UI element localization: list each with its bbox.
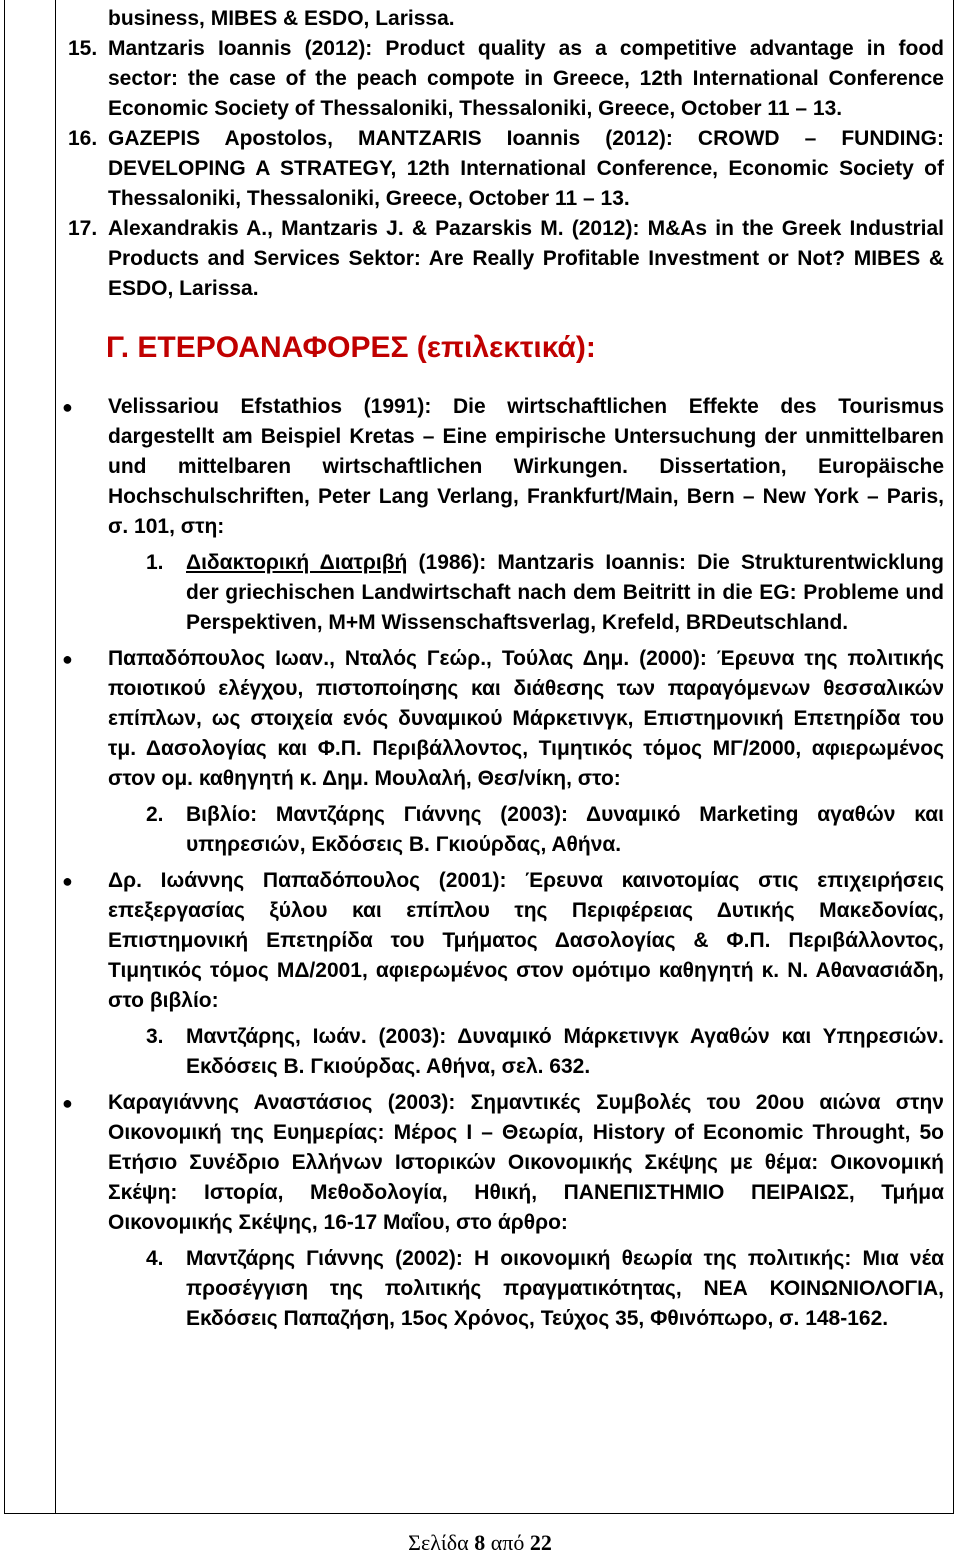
ref-number: 15. xyxy=(68,37,98,60)
margin-divider xyxy=(55,0,56,1514)
sub-text-underlined: Διδακτορική Διατριβή xyxy=(186,551,408,574)
ref-continuation: business, MIBES & ESDO, Larissa. xyxy=(108,7,455,30)
ref-text: GAZEPIS Apostolos, MANTZARIS Ioannis (2012): CROWD – FUNDING: DEVELOPING A STRATEGY, 12th International Conference, Economic Society of Thessaloniki, Thessaloniki, Greece, October 11 – 13. xyxy=(108,127,944,210)
sub-number: 4. xyxy=(146,1247,164,1270)
sub-text: (1986): Mantzaris Ioannis: Die Strukturentwicklung der griechischen Landwirtschaft nach dem Beitritt in die EG: Probleme und Perspektiven, M+M Wissenschaftsverlag, Krefeld, BRDeutschland. xyxy=(186,551,944,634)
ref-item-16 xyxy=(68,124,944,214)
bullet-icon: ● xyxy=(62,871,73,891)
footer-total-pages: 22 xyxy=(529,1530,552,1555)
page-footer xyxy=(0,1530,960,1556)
bullet-icon: ● xyxy=(62,1093,73,1113)
ref-number: 16. xyxy=(68,127,98,150)
sub-number: 2. xyxy=(146,803,164,826)
bullet-icon: ● xyxy=(62,397,73,417)
ref-item-17 xyxy=(68,214,944,304)
bullet-text: Παπαδόπουλος Ιωαν., Νταλός Γεώρ., Τούλας Δημ. (2000): Έρευνα της πολιτικής ποιοτικού ελέγχου, πιστοποίησης και διάθεσης των παραγόμενων θεσσαλικών επίπλων, ως στοιχεία ενός δυναμικού Μάρκετινγκ, Επιστημονική Επετηρίδα του τμ. Δασολογίας και Φ.Π. Περιβάλλοντος, Τιμητικός τόμος ΜΓ/2000, αφιερωμένος στον ομ. καθηγητή κ. Δημ. Μουλαλή, Θεσ/νίκη, στο: xyxy=(108,647,944,790)
ref-item-15 xyxy=(68,34,944,124)
sub-number: 3. xyxy=(146,1025,164,1048)
bullet-text: Καραγιάννης Αναστάσιος (2003): Σημαντικές Συμβολές του 20ου αιώνα στην Οικονομική της Ευημερίας: Μέρος Ι – Θεωρία, History of Economic Throught, 5ο Ετήσιο Συνέδριο Ελλήνων Ιστορικών Οικονομικής Σκέψης με θέμα: Οικονομική Σκέψη: Ιστορία, Μεθοδολογία, Ηθική, ΠΑΝΕΠΙΣΤΗΜΙΟ ΠΕΙΡΑΙΩΣ, Τμήμα Οικονομικής Σκέψης, 16-17 Μαΐου, στο άρθρο: xyxy=(108,1091,944,1234)
section-heading: Γ. ΕΤΕΡΟΑΝΑΦΟΡΕΣ (επιλεκτικά): xyxy=(106,331,596,364)
footer-page-number: 8 xyxy=(474,1530,486,1555)
sub-item xyxy=(146,1244,944,1334)
ref-text: Alexandrakis A., Mantzaris J. & Pazarskis M. (2012): M&As in the Greek Industrial Products and Services Sektor: Are Really Profitable Investment or Not? MIBES & ESDO, Larissa. xyxy=(108,217,944,300)
bullet-text: Δρ. Ιωάννης Παπαδόπουλος (2001): Έρευνα καινοτομίας στις επιχειρήσεις επεξεργασίας ξύλου και επίπλου της Περιφέρειας Δυτικής Μακεδονίας, Επιστημονική Επετηρίδα του Τμήματος Δασολογίας & Φ.Π. Περιβάλλοντος, Τιμητικός τόμος ΜΔ/2001, αφιερωμένος στον ομότιμο καθηγητή κ. Ν. Αθανασιάδη, στο βιβλίο: xyxy=(108,869,944,1012)
sub-text: Μαντζάρης, Ιωάν. (2003): Δυναμικό Μάρκετινγκ Αγαθών και Υπηρεσιών. Εκδόσεις Β. Γκιούρδας. Αθήνα, σελ. 632. xyxy=(186,1025,944,1078)
footer-page-word: Σελίδα xyxy=(408,1530,469,1555)
sub-text: Βιβλίο: Μαντζάρης Γιάννης (2003): Δυναμικό Marketing αγαθών και υπηρεσιών, Εκδόσεις Β. Γκιούρδας, Αθήνα. xyxy=(186,803,944,856)
bullet-text: Velissariou Efstathios (1991): Die wirtschaftlichen Effekte des Tourismus dargestellt am Beispiel Kretas – Eine empirische Untersuchung der unmittelbaren und mittelbaren wirtschaftlichen Wirkungen. Dissertation, Europäische Hochschulschriften, Peter Lang Verlang, Frankfurt/Main, Bern – New York – Paris, σ. 101, στη: xyxy=(108,395,944,538)
sub-number: 1. xyxy=(146,551,164,574)
bullet-icon: ● xyxy=(62,649,73,669)
bullet-item xyxy=(62,644,944,794)
footer-of-word: από xyxy=(490,1530,525,1555)
ref-text: Mantzaris Ioannis (2012): Product quality as a competitive advantage in food sector: the case of the peach compote in Greece, 12th International Conference Economic Society of Thessaloniki, Thessaloniki, Greece, October 11 – 13. xyxy=(108,37,944,120)
bullet-item xyxy=(62,392,944,542)
document-body xyxy=(62,4,944,1334)
sub-item xyxy=(146,800,944,860)
ref-number: 17. xyxy=(68,217,98,240)
bullet-item xyxy=(62,866,944,1016)
sub-item xyxy=(146,548,944,638)
sub-text: Μαντζάρης Γιάννης (2002): Η οικονομική θεωρία της πολιτικής: Μια νέα προσέγγιση της πολιτικής πραγματικότητας, ΝΕΑ ΚΟΙΝΩΝΙΟΛΟΓΙΑ, Εκδόσεις Παπαζήση, 15ος Χρόνος, Τεύχος 35, Φθινόπωρο, σ. 148-162. xyxy=(186,1247,944,1330)
sub-item xyxy=(146,1022,944,1082)
bullet-item xyxy=(62,1088,944,1238)
